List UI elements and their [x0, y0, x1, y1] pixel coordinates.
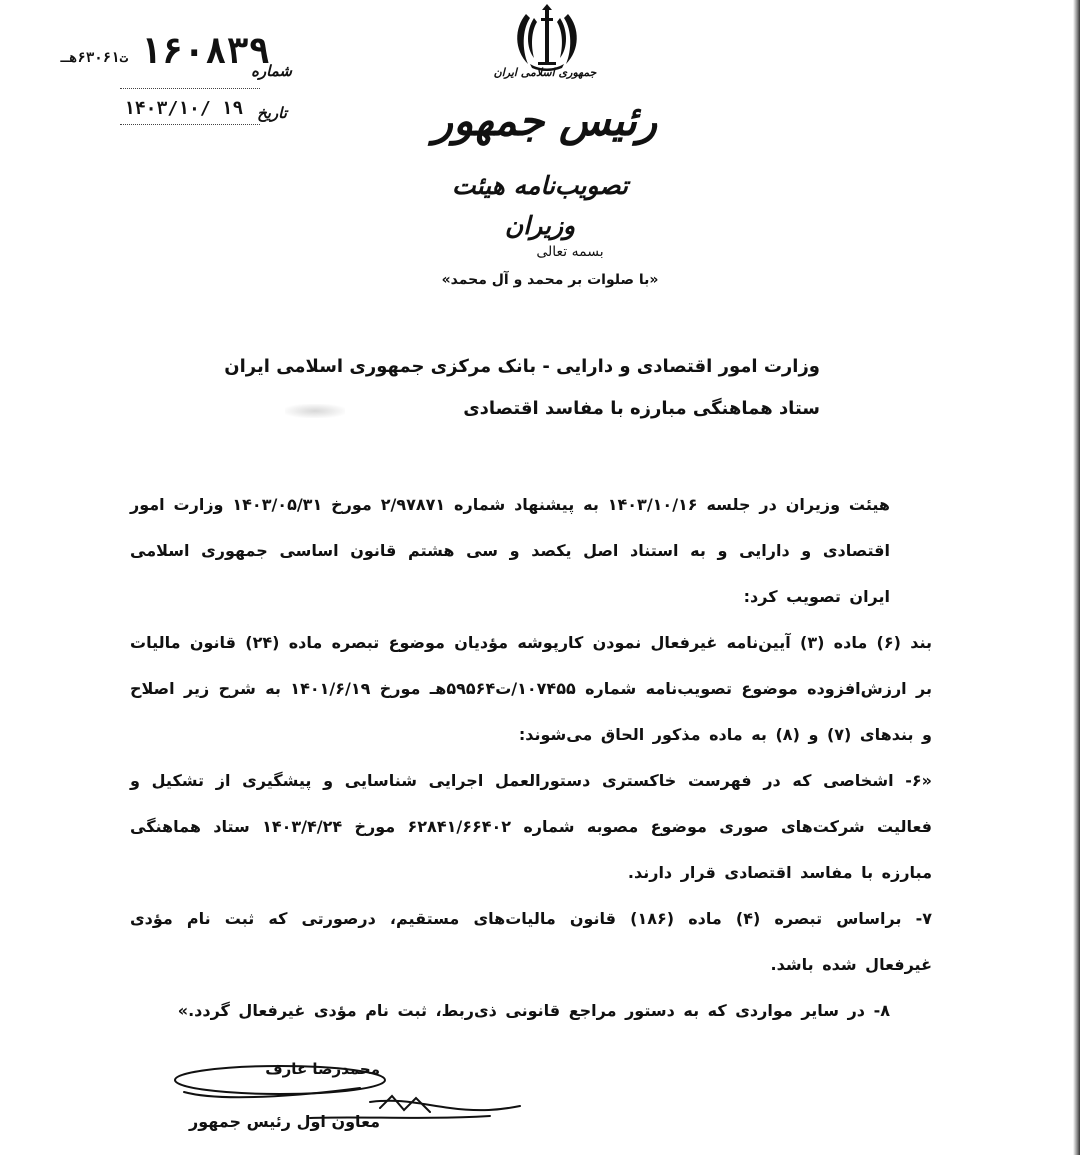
body-paragraph-5: ۸- در سایر مواردی که به دستور مراجع قانونی ذی‌ربط، ثبت نام مؤدی غیرفعال گردد.»	[177, 1001, 890, 1020]
recipient-line-1: وزارت امور اقتصادی و دارایی - بانک مرکزی جمهوری اسلامی ایران	[224, 356, 820, 377]
body-paragraph-1: هیئت وزیران در جلسه ۱۴۰۳/۱۰/۱۶ به پیشنهاد شماره ۲/۹۷۸۷۱ مورخ ۱۴۰۳/۰۵/۳۱ وزارت امور اقتصادی و دارایی و به استناد اصل یکصد و سی هشتم قانون اساسی جمهوری اسلامی ایران تصویب کرد:	[130, 495, 891, 606]
reference-date: ۱۴۰۳/۱۰/ ۱۹	[124, 98, 244, 119]
document-type: تصویب‌نامه هیئت وزیران	[452, 171, 628, 240]
country-name: جمهوری اسلامی ایران	[493, 66, 597, 79]
scan-edge-shadow	[1073, 0, 1080, 1155]
body-paragraph-2: بند (۶) ماده (۳) آیین‌نامه غیرفعال نمودن کارپوشه مؤدیان موضوع تبصره ماده (۲۴) قانون مالیات بر ارزش‌افزوده موضوع تصویب‌نامه شماره ۱۰۷۴۵۵/ت۵۹۵۶۴هـ مورخ ۱۴۰۱/۶/۱۹ به شرح زیر اصلاح و بندهای (۷) و (۸) به ماده مذکور الحاق می‌شوند:	[130, 633, 933, 744]
body-paragraph-4: ۷- براساس تبصره (۴) ماده (۱۸۶) قانون مالیات‌های مستقیم، درصورتی که ثبت نام مؤدی غیرفعال شده باشد.	[130, 909, 933, 974]
body-text	[130, 482, 960, 1034]
reference-date-underline	[120, 124, 260, 125]
reference-number-underline	[120, 88, 260, 89]
salawat: «با صلوات بر محمد و آل محمد»	[441, 272, 659, 288]
reference-number: ۱۶۰۸۳۹	[140, 31, 271, 72]
scan-smudge	[285, 404, 345, 418]
recipient-line-2: ستاد هماهنگی مبارزه با مفاسد اقتصادی	[463, 398, 820, 419]
emblem-icon	[512, 4, 582, 72]
signer-title: معاون اول رئیس جمهور	[189, 1112, 380, 1131]
reference-date-label: تاریخ	[257, 104, 287, 122]
invocation: بسمه تعالی	[536, 244, 604, 260]
reference-prefix: ت۶۳۰۶۱هـ	[60, 50, 128, 66]
body-paragraph-3: «۶- اشخاصی که در فهرست خاکستری دستورالعمل اجرایی شناسایی و پیشگیری از تشکیل و فعالیت شرکت‌های صوری موضوع مصوبه شماره ۶۲۸۴۱/۶۶۴۰۲ مورخ ۱۴۰۳/۴/۲۴ ستاد هماهنگی مبارزه با مفاسد اقتصادی قرار دارند.	[130, 771, 932, 882]
signer-name: محمدرضا عارف	[265, 1060, 380, 1078]
office-title: رئیس جمهور	[432, 96, 658, 145]
reference-number-label: شماره	[251, 62, 292, 80]
